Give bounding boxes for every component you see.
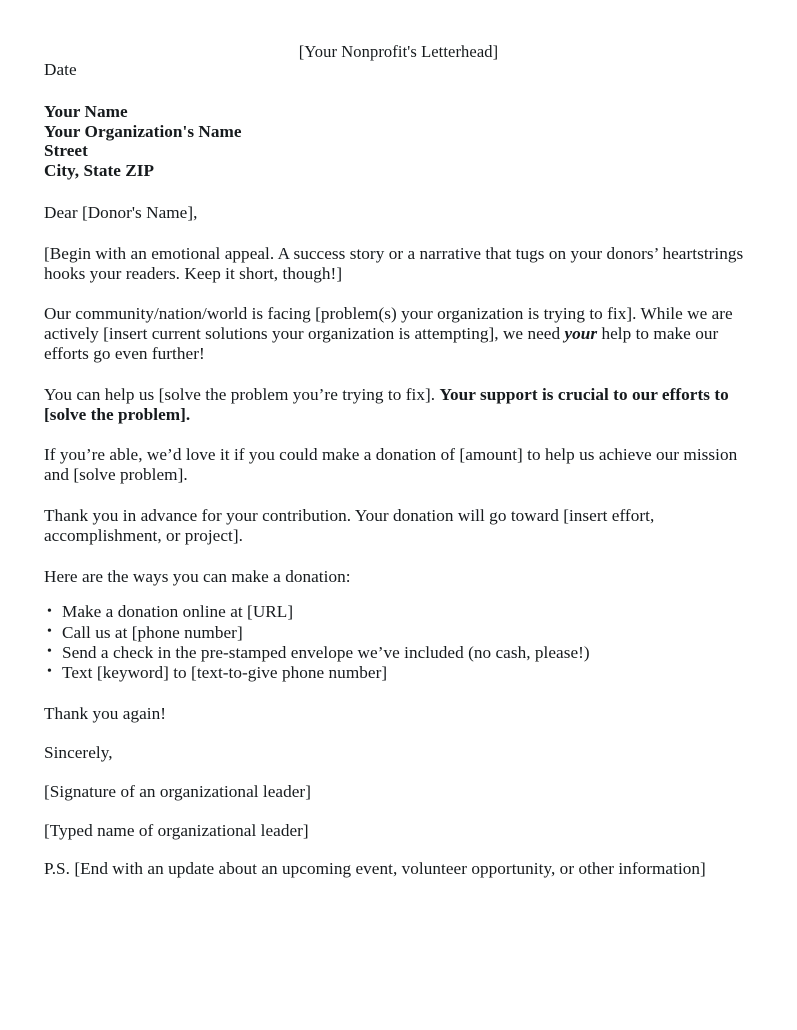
letterhead: [Your Nonprofit's Letterhead] — [298, 42, 499, 61]
paragraph-call-to-action — [44, 385, 756, 425]
donation-methods-intro: Here are the ways you can make a donation: — [44, 566, 351, 586]
ask-emphasis-support-crucial: Your support is crucial to our efforts to [solve the problem]. — [44, 384, 729, 424]
problem-text-before-emphasis: Our community/nation/world is facing [problem(s) your organization is trying to fix]. While we are actively [insert current solutions your organization is attempting], we need — [44, 304, 733, 344]
sender-city-state-zip: City, State ZIP — [44, 161, 155, 181]
paragraph-opening-appeal: [Begin with an emotional appeal. A success story or a narrative that tugs on your donors’ heartstrings hooks your readers. Keep it short, though!] — [44, 243, 744, 283]
sender-address-block — [44, 102, 756, 181]
typed-name-placeholder: [Typed name of organizational leader] — [44, 820, 309, 840]
list-item: • Text [keyword] to [text-to-give phone number] — [44, 663, 756, 683]
list-item: • Call us at [phone number] — [44, 623, 756, 643]
problem-text-after-emphasis: help to make our efforts go even further! — [44, 324, 719, 363]
sender-name: Your Name — [44, 101, 128, 121]
donation-methods-list — [44, 602, 756, 683]
paragraph-thanks-in-advance: Thank you in advance for your contribution. Your donation will go toward [insert effort, accomplishment, or project]. — [44, 505, 655, 545]
paragraph-problem-statement — [44, 304, 756, 363]
list-item: • Make a donation online at [URL] — [44, 602, 756, 622]
sender-organization: Your Organization's Name — [44, 121, 242, 141]
date-line: Date — [44, 60, 77, 79]
greeting-line: Dear [Donor's Name], — [44, 202, 198, 222]
problem-emphasis-your: your — [564, 324, 598, 344]
signature-placeholder: [Signature of an organizational leader] — [44, 781, 311, 801]
thanks-again-line: Thank you again! — [44, 704, 167, 724]
postscript-line: P.S. [End with an update about an upcoming event, volunteer opportunity, or other information] — [44, 859, 706, 879]
sender-street: Street — [44, 141, 88, 161]
ask-text-before-emphasis: You can help us [solve the problem you’re trying to fix]. — [44, 384, 440, 404]
list-item: • Send a check in the pre-stamped envelope we’ve included (no cash, please!) — [44, 643, 756, 663]
paragraph-donation-request: If you’re able, we’d love it if you could make a donation of [amount] to help us achieve our mission and [solve problem]. — [44, 445, 738, 485]
sign-off-line: Sincerely, — [44, 742, 113, 762]
letter-body — [44, 60, 756, 879]
